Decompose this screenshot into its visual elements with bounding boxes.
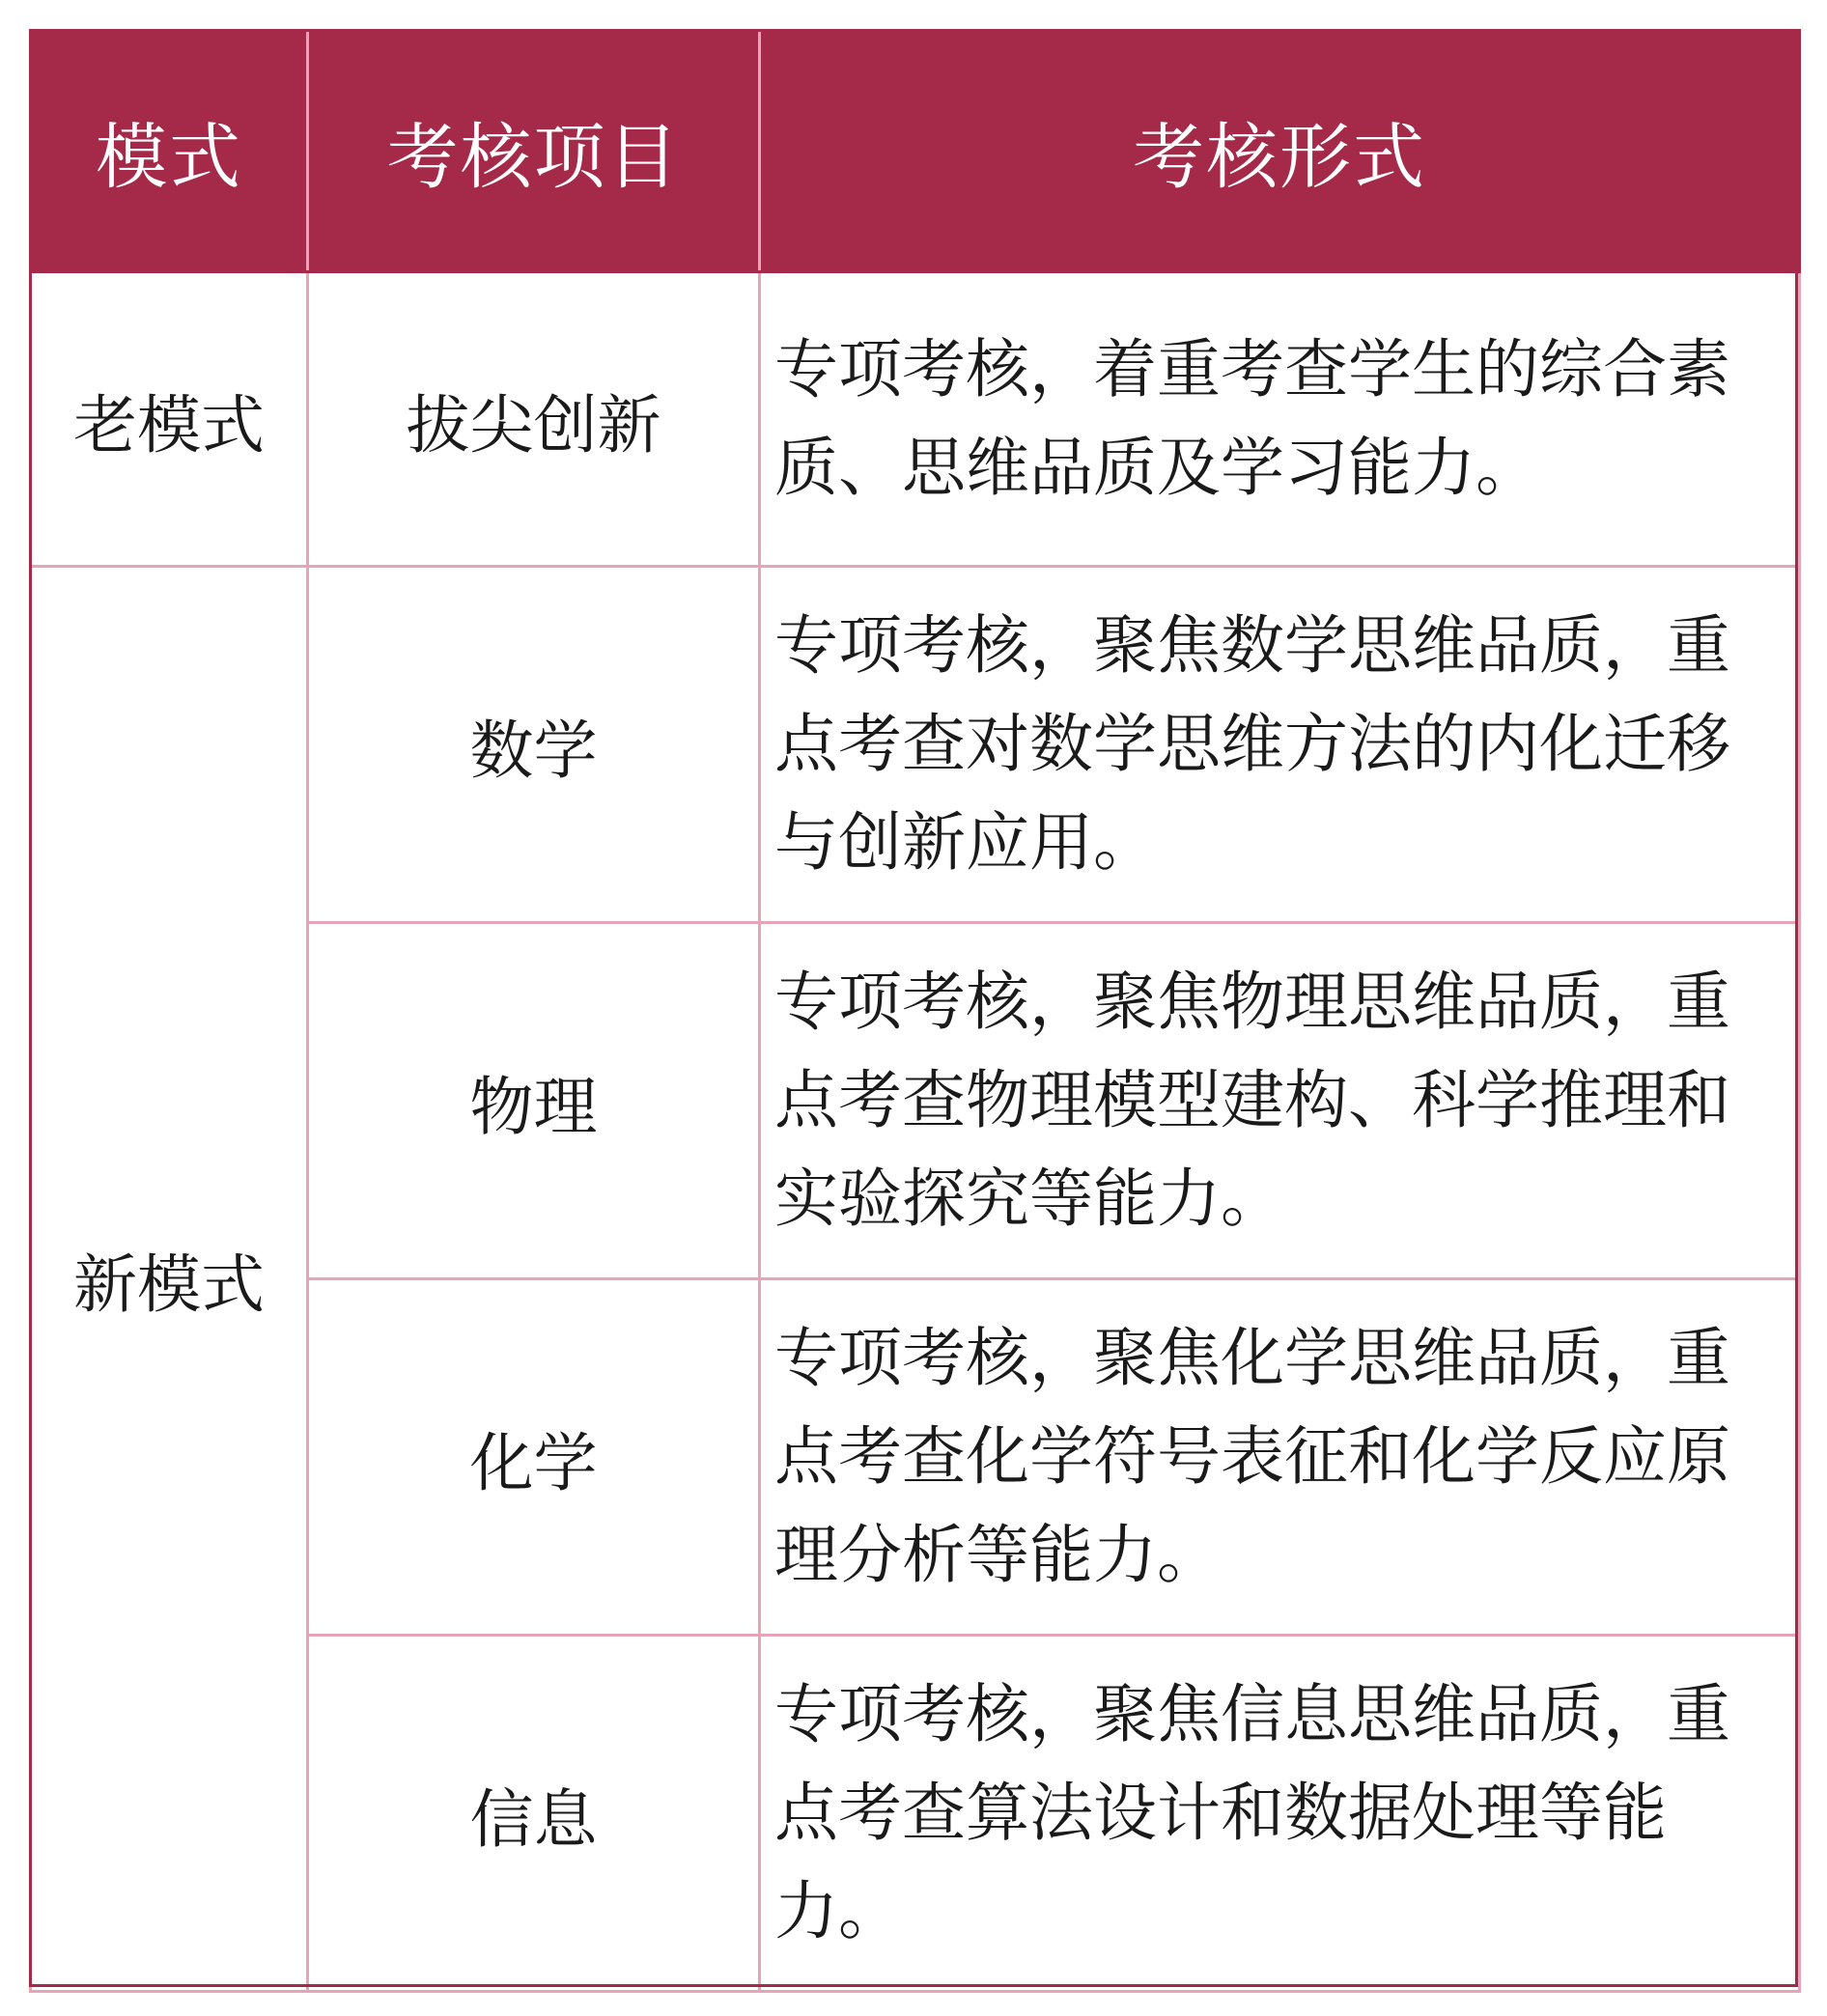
cell-mode-old: 老模式: [31, 272, 308, 567]
header-form: 考核形式: [760, 31, 1800, 272]
cell-form: 专项考核，聚焦信息思维品质，重点考查算法设计和数据处理等能力。: [760, 1636, 1800, 1992]
cell-form: 专项考核，聚焦化学思维品质，重点考查化学符号表征和化学反应原理分析等能力。: [760, 1279, 1800, 1636]
cell-item: 信息: [308, 1636, 760, 1992]
table-header-row: [31, 31, 1800, 272]
header-item: 考核项目: [308, 31, 760, 272]
cell-form: 专项考核，聚焦数学思维品质，重点考查对数学思维方法的内化迁移与创新应用。: [760, 567, 1800, 923]
cell-form: 专项考核，着重考查学生的综合素质、思维品质及学习能力。: [760, 272, 1800, 567]
cell-item: 数学: [308, 567, 760, 923]
cell-item: 物理: [308, 923, 760, 1279]
cell-mode-new: 新模式: [31, 567, 308, 1992]
cell-item: 化学: [308, 1279, 760, 1636]
cell-item: 拔尖创新: [308, 272, 760, 567]
table-row: [31, 567, 1800, 923]
header-mode: 模式: [31, 31, 308, 272]
assessment-table: [29, 29, 1801, 1993]
cell-form: 专项考核，聚焦物理思维品质，重点考查物理模型建构、科学推理和实验探究等能力。: [760, 923, 1800, 1279]
table-row: [31, 272, 1800, 567]
